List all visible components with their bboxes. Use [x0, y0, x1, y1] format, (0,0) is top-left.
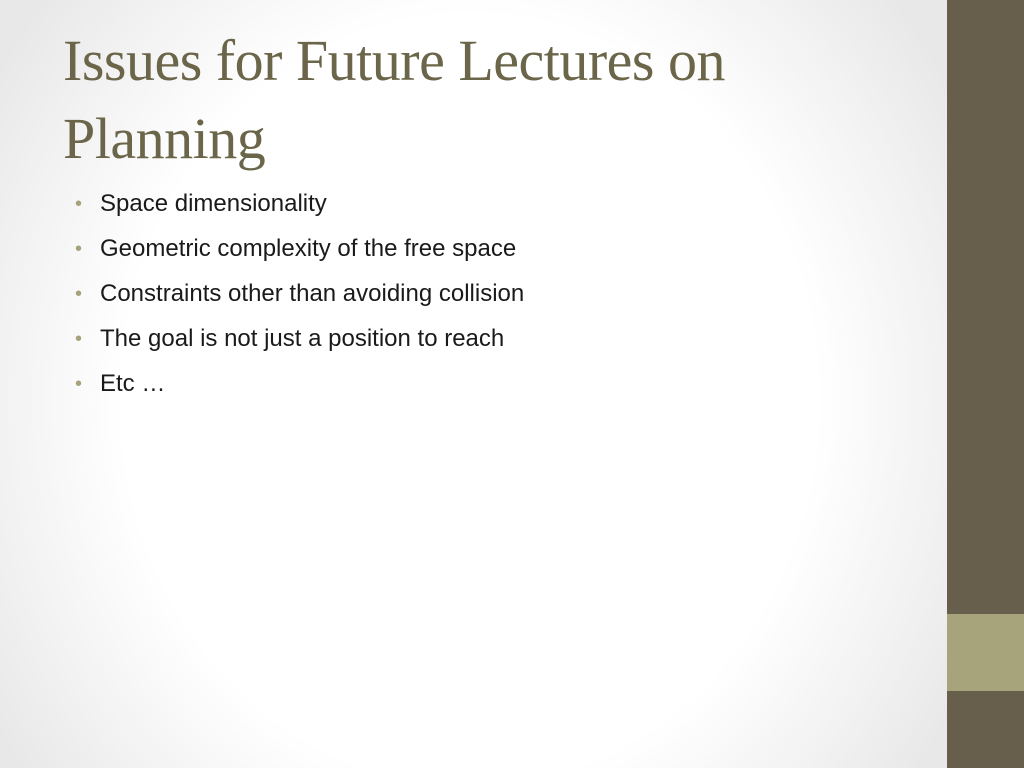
slide-title: Issues for Future Lectures on Planning — [63, 28, 725, 171]
bullet-text: Etc … — [100, 370, 166, 397]
bullet-dot-icon: • — [75, 283, 83, 305]
sidebar-accent-block — [947, 614, 1024, 691]
bullet-text: Space dimensionality — [100, 190, 327, 217]
bullet-item — [75, 320, 524, 365]
bullet-text: The goal is not just a position to reach — [100, 325, 505, 352]
bullet-dot-icon: • — [75, 238, 83, 260]
bullet-text: Constraints other than avoiding collision — [100, 280, 525, 307]
bullet-dot-icon: • — [75, 328, 83, 350]
bullet-item — [75, 275, 524, 320]
bullet-item — [75, 185, 524, 230]
bullet-text: Geometric complexity of the free space — [100, 235, 517, 262]
bullet-dot-icon: • — [75, 373, 83, 395]
bullet-item — [75, 365, 524, 410]
bullet-item — [75, 230, 524, 275]
bullet-list — [75, 185, 524, 410]
bullet-dot-icon: • — [75, 193, 83, 215]
